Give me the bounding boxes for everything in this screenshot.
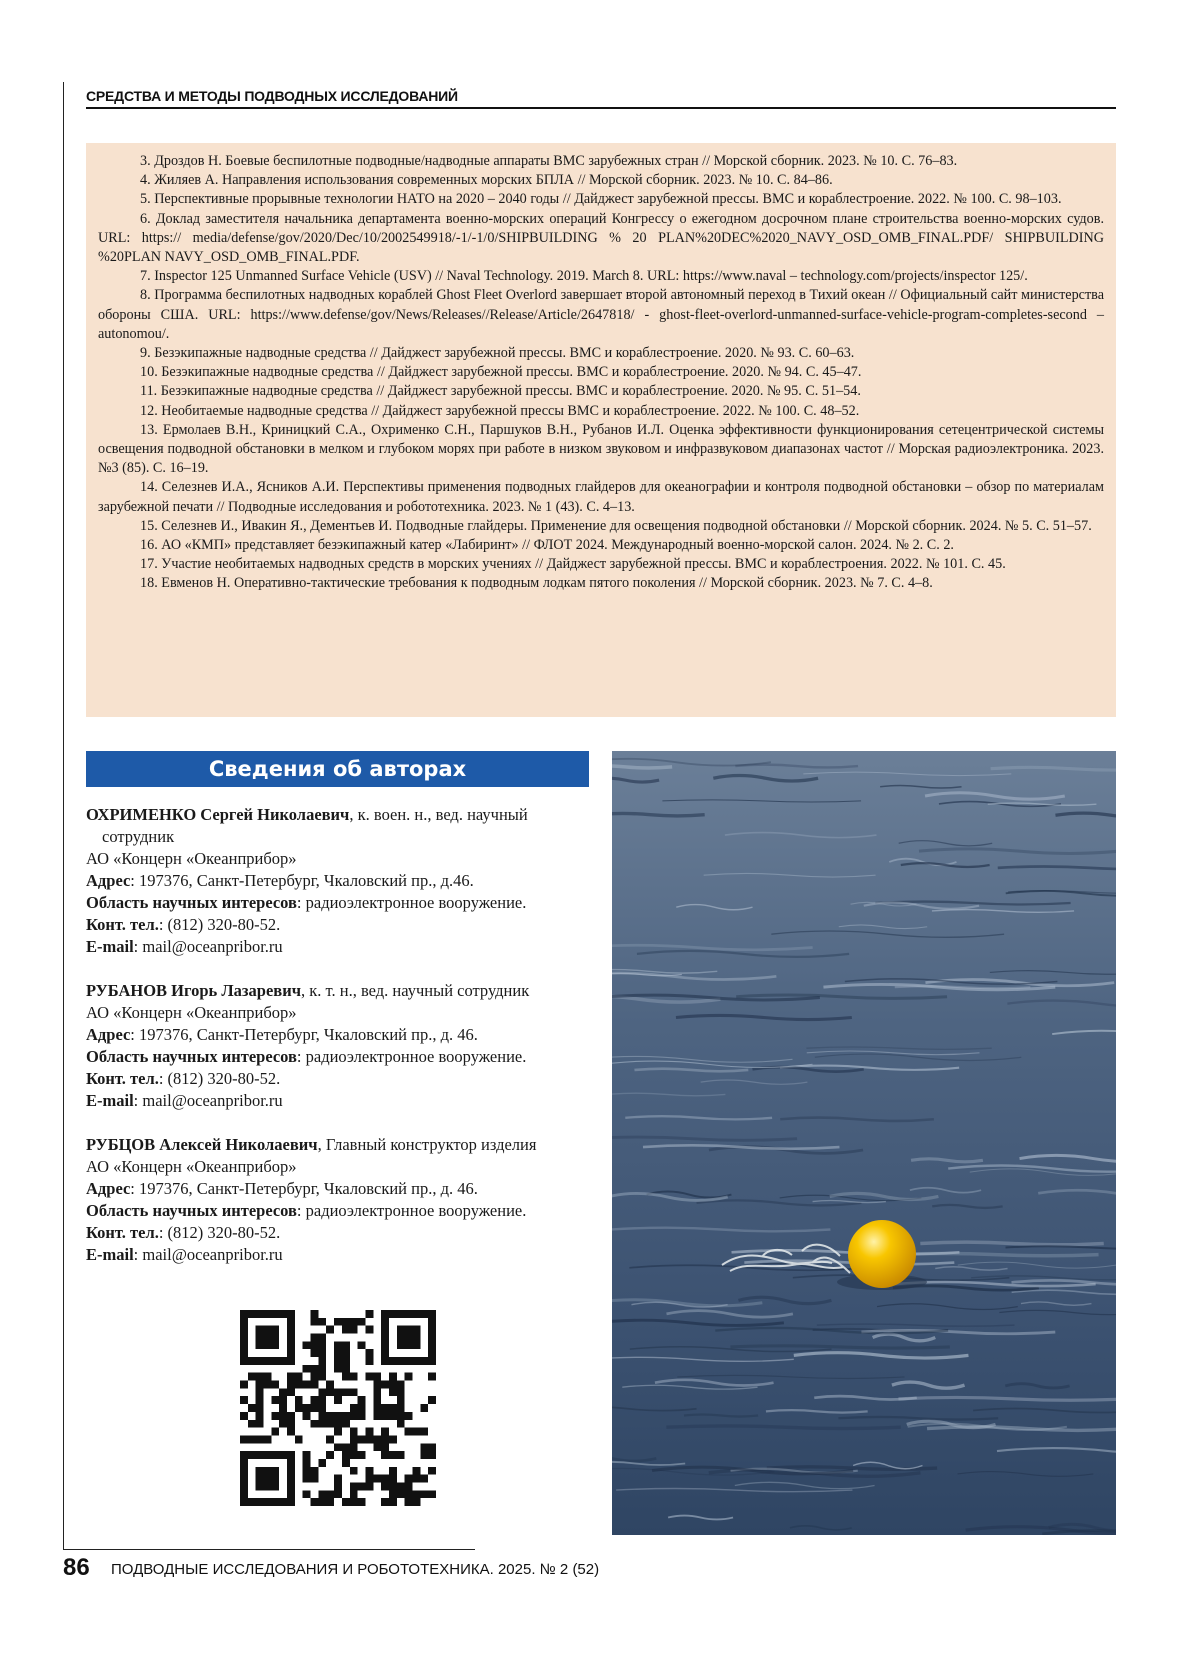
references-box (86, 143, 1116, 717)
author-organization: АО «Концерн «Океанприбор» (86, 848, 589, 870)
reference-item: 18. Евменов Н. Оперативно-тактические требования к подводным лодкам пятого поколения // Морской сборник. 2023. № 7. С. 4–8. (98, 574, 1104, 593)
author-entry (86, 1134, 589, 1266)
reference-item: 11. Безэкипажные надводные средства // Дайджест зарубежной прессы. ВМС и кораблестроение. 2020. № 95. С. 51–54. (98, 382, 1104, 401)
address-label: Адрес (86, 871, 130, 890)
authors-heading: Сведения об авторах (86, 751, 589, 787)
email-label: E-mail (86, 1245, 134, 1264)
email-label: E-mail (86, 937, 134, 956)
phone-label: Конт. тел. (86, 1069, 159, 1088)
interests-label: Область научных интересов (86, 893, 297, 912)
interests-label: Область научных интересов (86, 1201, 297, 1220)
author-position-cont: сотрудник (86, 826, 589, 848)
header-rule (86, 107, 1116, 109)
left-margin-rule (63, 82, 64, 1550)
reference-item: 7. Inspector 125 Unmanned Surface Vehicle (USV) // Naval Technology. 2019. March 8. URL: https://www.naval – technology.com/projects/inspector 125/. (98, 267, 1104, 286)
author-name: ОХРИМЕНКО Сергей Николаевич (86, 805, 349, 824)
author-name: РУБАНОВ Игорь Лазаревич (86, 981, 301, 1000)
running-header: СРЕДСТВА И МЕТОДЫ ПОДВОДНЫХ ИССЛЕДОВАНИЙ (86, 88, 458, 104)
author-address: : 197376, Санкт-Петербург, Чкаловский пр., д. 46. (130, 1179, 478, 1198)
authors-list (86, 804, 589, 1288)
author-position: , к. воен. н., вед. научный (349, 805, 527, 824)
reference-item: 15. Селезнев И., Ивакин Я., Дементьев И. Подводные глайдеры. Применение для освещения подводной обстановки // Морской сборник. 2024. № 5. С. 51–57. (98, 517, 1104, 536)
author-organization: АО «Концерн «Океанприбор» (86, 1156, 589, 1178)
author-email: : mail@oceanpribor.ru (134, 937, 283, 956)
reference-item: 12. Необитаемые надводные средства // Дайджест зарубежной прессы ВМС и кораблестроение. 2022. № 100. С. 48–52. (98, 402, 1104, 421)
address-label: Адрес (86, 1025, 130, 1044)
address-label: Адрес (86, 1179, 130, 1198)
author-name: РУБЦОВ Алексей Николаевич (86, 1135, 318, 1154)
author-address: : 197376, Санкт-Петербург, Чкаловский пр., д. 46. (130, 1025, 478, 1044)
email-label: E-mail (86, 1091, 134, 1110)
author-phone: : (812) 320-80-52. (159, 915, 280, 934)
reference-item: 10. Безэкипажные надводные средства // Дайджест зарубежной прессы. ВМС и кораблестроение. 2020. № 94. С. 45–47. (98, 363, 1104, 382)
author-entry (86, 804, 589, 958)
author-position: , к. т. н., вед. научный сотрудник (301, 981, 529, 1000)
page-number: 86 (63, 1554, 90, 1582)
author-email: : mail@oceanpribor.ru (134, 1245, 283, 1264)
author-email: : mail@oceanpribor.ru (134, 1091, 283, 1110)
qr-code[interactable] (240, 1310, 436, 1506)
phone-label: Конт. тел. (86, 1223, 159, 1242)
author-interests: : радиоэлектронное вооружение. (297, 1047, 526, 1066)
author-entry (86, 980, 589, 1112)
author-phone: : (812) 320-80-52. (159, 1223, 280, 1242)
reference-item: 8. Программа беспилотных надводных кораблей Ghost Fleet Overlord завершает второй автономный переход в Тихий океан // Официальный сайт министерства обороны США. URL: https://www.defense/gov/News/Releases//Release/Article/2647818/ - ghost-fleet-overlord-unmanned-surface-vehicle-program-completes-second –autonomou/. (98, 286, 1104, 344)
reference-item: 13. Ермолаев В.Н., Криницкий С.А., Охрименко С.Н., Паршуков В.Н., Рубанов И.Л. Оценка эффективности функционирования сетецентрической системы освещения подводной обстановки в мелком и глубоком морях при работе в низком звуковом и инфразвуковом диапазонах частот // Морская радиоэлектроника. 2023. №3 (85). С. 16–19. (98, 421, 1104, 479)
author-phone: : (812) 320-80-52. (159, 1069, 280, 1088)
reference-item: 16. АО «КМП» представляет безэкипажный катер «Лабиринт» // ФЛОТ 2024. Международный военно-морской салон. 2024. № 2. С. 2. (98, 536, 1104, 555)
interests-label: Область научных интересов (86, 1047, 297, 1066)
footer-rule (63, 1549, 475, 1550)
sea-buoy-photo (612, 751, 1116, 1535)
reference-item: 6. Доклад заместителя начальника департамента военно-морских операций Конгрессу о ежегодном досрочном плане строительства военно-морских судов. URL: https:// media/defense/gov/2020/Dec/10/2002549918/-1/-1/0/SHIPBUILDING % 20 PLAN%20DEC%2020_NAVY_OSD_OMB_FINAL.PDF/ SHIPBUILDING %20PLAN NAVY_OSD_OMB_FINAL.PDF. (98, 210, 1104, 268)
reference-item: 14. Селезнев И.А., Ясников А.И. Перспективы применения подводных глайдеров для океанографии и контроля подводной обстановки – обзор по материалам зарубежной печати // Подводные исследования и робототехника. 2023. № 1 (43). С. 4–13. (98, 478, 1104, 516)
reference-item: 9. Безэкипажные надводные средства // Дайджест зарубежной прессы. ВМС и кораблестроение. 2020. № 93. С. 60–63. (98, 344, 1104, 363)
yellow-buoy (848, 1220, 916, 1288)
journal-footer: ПОДВОДНЫЕ ИССЛЕДОВАНИЯ И РОБОТОТЕХНИКА. 2025. № 2 (52) (111, 1561, 599, 1578)
author-position: , Главный конструктор изделия (318, 1135, 537, 1154)
reference-item: 3. Дроздов Н. Боевые беспилотные подводные/надводные аппараты ВМС зарубежных стран // Морской сборник. 2023. № 10. С. 76–83. (98, 152, 1104, 171)
phone-label: Конт. тел. (86, 915, 159, 934)
reference-item: 4. Жиляев А. Направления использования современных морских БПЛА // Морской сборник. 2023. № 10. С. 84–86. (98, 171, 1104, 190)
author-address: : 197376, Санкт-Петербург, Чкаловский пр., д.46. (130, 871, 473, 890)
reference-item: 5. Перспективные прорывные технологии НАТО на 2020 – 2040 годы // Дайджест зарубежной прессы. ВМС и кораблестроение. 2022. № 100. С. 98–103. (98, 190, 1104, 209)
reference-item: 17. Участие необитаемых надводных средств в морских учениях // Дайджест зарубежной прессы. ВМС и кораблестроения. 2022. № 101. С. 45. (98, 555, 1104, 574)
author-interests: : радиоэлектронное вооружение. (297, 1201, 526, 1220)
author-organization: АО «Концерн «Океанприбор» (86, 1002, 589, 1024)
author-interests: : радиоэлектронное вооружение. (297, 893, 526, 912)
